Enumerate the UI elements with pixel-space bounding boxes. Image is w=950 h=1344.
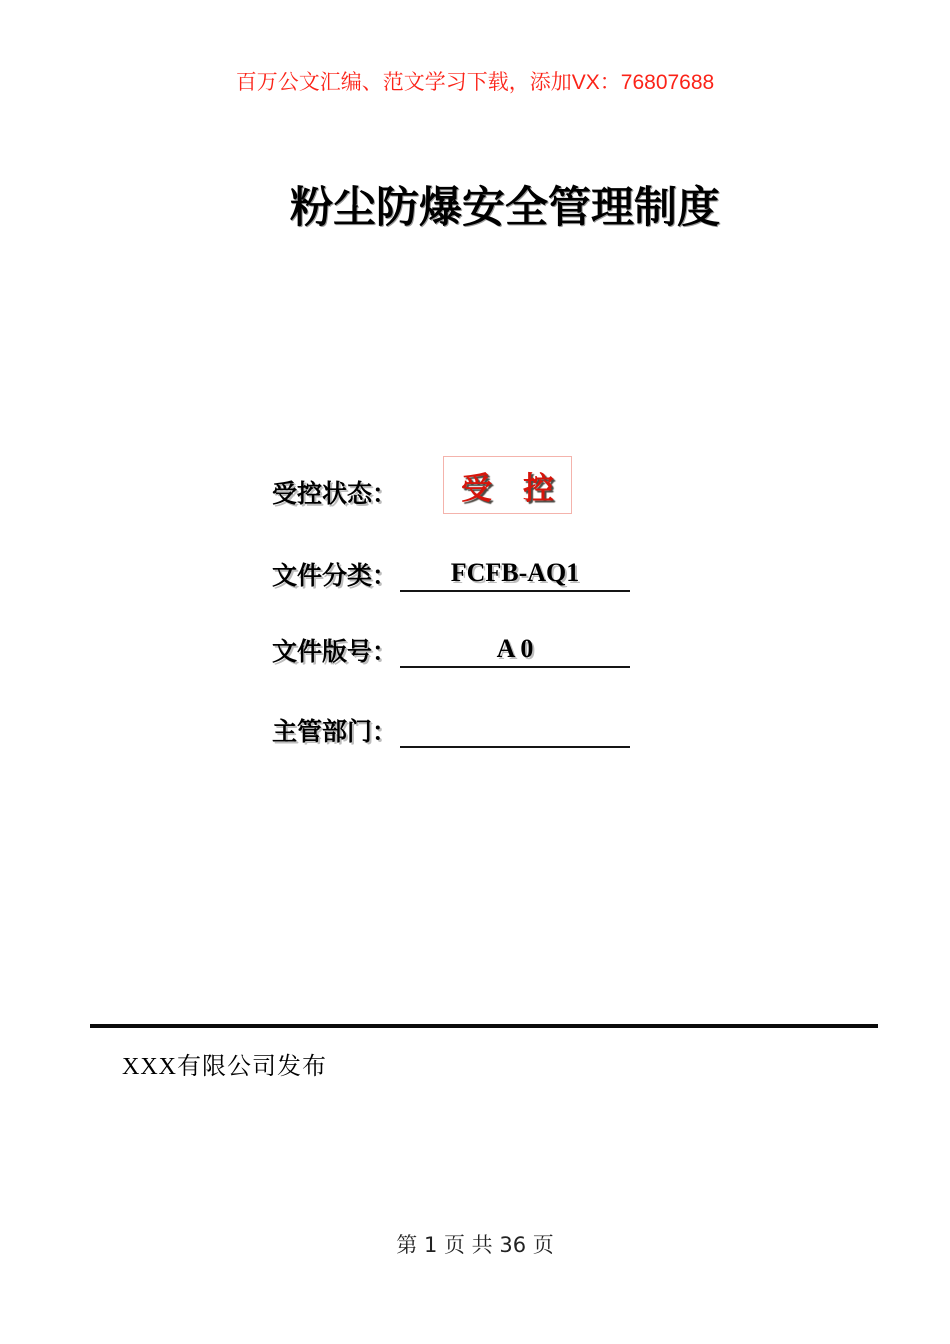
page-number-footer: 第 1 页 共 36 页 bbox=[396, 1233, 554, 1257]
controlled-stamp-box bbox=[443, 456, 572, 514]
department-underline bbox=[400, 712, 630, 748]
publisher-line: XXX有限公司发布 bbox=[122, 1054, 327, 1080]
control-status-label: 受控状态： bbox=[272, 481, 398, 508]
doc-category-underline bbox=[400, 556, 630, 592]
header-notice: 百万公文汇编、范文学习下载，添加VX：76807688 bbox=[235, 71, 715, 94]
doc-category-value: FCFB-AQ1 bbox=[450, 558, 580, 587]
doc-version-value: A 0 bbox=[496, 634, 534, 663]
doc-version-underline bbox=[400, 632, 630, 668]
document-title: 粉尘防爆安全管理制度 bbox=[290, 185, 720, 232]
separator-rule bbox=[90, 1024, 878, 1028]
controlled-stamp-text: 受 控 bbox=[461, 470, 554, 506]
doc-version-label: 文件版号： bbox=[272, 639, 398, 666]
department-label: 主管部门： bbox=[272, 719, 398, 746]
doc-category-label: 文件分类： bbox=[272, 563, 398, 590]
